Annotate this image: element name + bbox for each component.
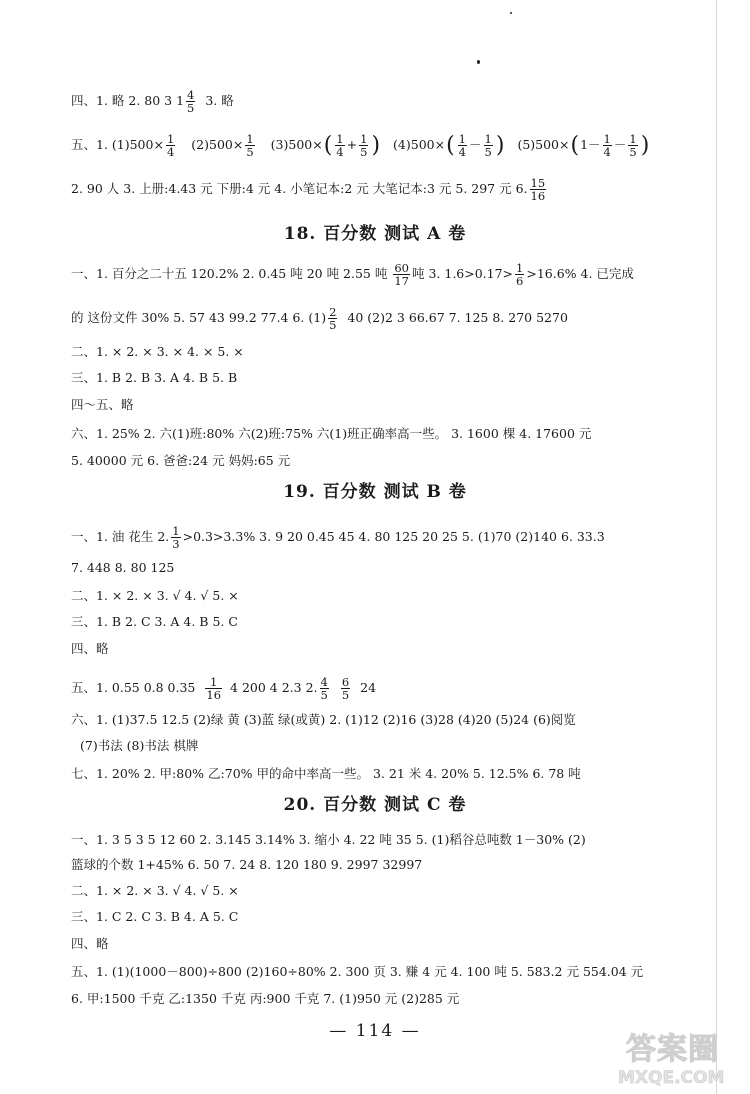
answer-line: 四～五、略: [71, 397, 134, 412]
answer-text: (2)500×: [191, 137, 244, 153]
answer-text: 1: [580, 137, 589, 153]
fraction: $\frac{4}{5}$: [320, 675, 328, 703]
answer-line: 七、1. 20% 2. 甲:80% 乙:70% 甲的命中率高一些。 3. 21 米 4. 20% 5. 12.5% 6. 78 吨: [71, 766, 581, 781]
paren: (: [323, 132, 333, 158]
answer-text: 40 (2)2 3 66.67 7. 125 8. 270 5270: [347, 310, 568, 326]
answer-line: (7)书法 (8)书法 棋牌: [80, 738, 199, 753]
fraction: $\frac{1}{4}$: [166, 132, 175, 160]
fraction: $\frac{1}{16}$: [206, 675, 222, 703]
scan-edge-line: [716, 0, 717, 1094]
fraction: $\frac{1}{4}$: [336, 132, 344, 160]
answer-text: 4 200 4 2.3 2.: [230, 680, 318, 696]
answer-line: [71, 306, 568, 331]
answer-text: 2. 90 人 3. 上册:4.43 元 下册:4 元 4. 小笔记本:2 元 大笔记本:3 元 5. 297 元 6.: [71, 181, 528, 197]
answer-line: 三、1. B 2. B 3. A 4. B 5. B: [71, 370, 238, 385]
answer-line: 二、1. × 2. × 3. √ 4. √ 5. ×: [71, 883, 239, 898]
fraction: $\frac{4}{5}$: [187, 88, 195, 116]
fraction: $\frac{1}{4}$: [603, 132, 611, 160]
answer-line: 篮球的个数 1+45% 6. 50 7. 24 8. 120 180 9. 2997 32997: [71, 857, 423, 872]
operator: －: [469, 137, 482, 153]
paren: ): [495, 132, 505, 158]
answer-text: 3. 略: [205, 93, 234, 109]
fraction: $\frac{1}{5}$: [629, 132, 637, 160]
answer-text: 吨 3. 1.6>0.17>: [412, 266, 514, 282]
fraction: $\frac{2}{5}$: [329, 305, 337, 333]
paren: ): [371, 132, 381, 158]
answer-line: [71, 177, 548, 202]
fraction: $\frac{6}{5}$: [341, 675, 350, 703]
answer-line: [71, 676, 376, 701]
answer-line: 四、略: [71, 936, 109, 951]
answer-line: [71, 89, 234, 114]
answer-line: [71, 262, 634, 287]
watermark-text: 答案圈: [626, 1032, 719, 1067]
answer-line: [71, 133, 650, 158]
fraction: $\frac{1}{5}$: [484, 132, 492, 160]
paren: ): [640, 132, 650, 158]
fraction: $\frac{60}{17}$: [394, 261, 409, 289]
answer-line: [71, 525, 605, 550]
answer-line: 三、1. B 2. C 3. A 4. B 5. C: [71, 614, 238, 629]
section-heading: 19. 百分数 测试 B 卷: [283, 482, 467, 502]
answer-line: 五、1. (1)(1000－800)÷800 (2)160÷80% 2. 300 页 3. 赚 4 元 4. 100 吨 5. 583.2 元 554.04 元: [71, 964, 644, 979]
page-number: — 114 —: [329, 1021, 421, 1041]
answer-text: 一、1. 百分之二十五 120.2% 2. 0.45 吨 20 吨 2.55 吨: [71, 266, 388, 282]
answer-line: 二、1. × 2. × 3. √ 4. √ 5. ×: [71, 588, 239, 603]
fraction: $\frac{1}{5}$: [246, 132, 254, 160]
answer-line: 一、1. 3 5 3 5 12 60 2. 3.145 3.14% 3. 缩小 4. 22 吨 35 5. (1)稻谷总吨数 1－30% (2): [71, 832, 586, 847]
scan-speck: [510, 12, 512, 14]
answer-text: 五、1. 0.55 0.8 0.35: [71, 680, 196, 696]
answer-text: 的 这份文件 30% 5. 57 43 99.2 77.4 6. (1): [71, 310, 327, 326]
answer-line: 六、1. 25% 2. 六(1)班:80% 六(2)班:75% 六(1)班正确率高一些。 3. 1600 棵 4. 17600 元: [71, 426, 592, 441]
answer-text: 五、1. (1)500×: [71, 137, 164, 153]
paren: (: [570, 132, 580, 158]
answer-line: 二、1. × 2. × 3. × 4. × 5. ×: [71, 344, 244, 359]
fraction: $\frac{1}{4}$: [458, 132, 466, 160]
watermark-logo: [618, 1024, 744, 1090]
answer-line: 三、1. C 2. C 3. B 4. A 5. C: [71, 909, 239, 924]
operator: －: [613, 137, 627, 153]
operator: －: [588, 137, 601, 153]
answer-text: >16.6% 4. 已完成: [526, 266, 634, 282]
answer-text: (5)500×: [517, 137, 570, 153]
fraction: $\frac{1}{6}$: [516, 261, 524, 289]
answer-text: (3)500×: [270, 137, 323, 153]
watermark-url: MXQE.COM: [618, 1068, 725, 1088]
answer-text: 24: [360, 680, 377, 696]
paren: (: [446, 132, 455, 158]
section-heading: 20. 百分数 测试 C 卷: [283, 795, 467, 815]
answer-line: 四、略: [71, 641, 109, 656]
operator: +: [346, 137, 358, 153]
answer-line: 六、1. (1)37.5 12.5 (2)绿 黄 (3)蓝 绿(或黄) 2. (1)12 (2)16 (3)28 (4)20 (5)24 (6)阅览: [71, 712, 576, 727]
fraction: $\frac{1}{5}$: [360, 132, 368, 160]
answer-text: 一、1. 油 花生 2.: [71, 529, 170, 545]
scan-speck: [477, 60, 480, 64]
answer-line: 5. 40000 元 6. 爸爸:24 元 妈妈:65 元: [71, 453, 291, 468]
answer-text: (4)500×: [393, 137, 446, 153]
answer-line: 7. 448 8. 80 125: [71, 560, 175, 575]
fraction: $\frac{1}{3}$: [172, 524, 180, 552]
fraction: $\frac{15}{16}$: [530, 176, 546, 204]
section-heading: 18. 百分数 测试 A 卷: [283, 224, 467, 244]
answer-text: 四、1. 略 2. 80 3 1: [71, 93, 185, 109]
answer-line: 6. 甲:1500 千克 乙:1350 千克 丙:900 千克 7. (1)950 元 (2)285 元: [71, 991, 460, 1006]
answer-text: >0.3>3.3% 3. 9 20 0.45 45 4. 80 125 20 25 5. (1)70 (2)140 6. 33.3: [182, 529, 605, 545]
